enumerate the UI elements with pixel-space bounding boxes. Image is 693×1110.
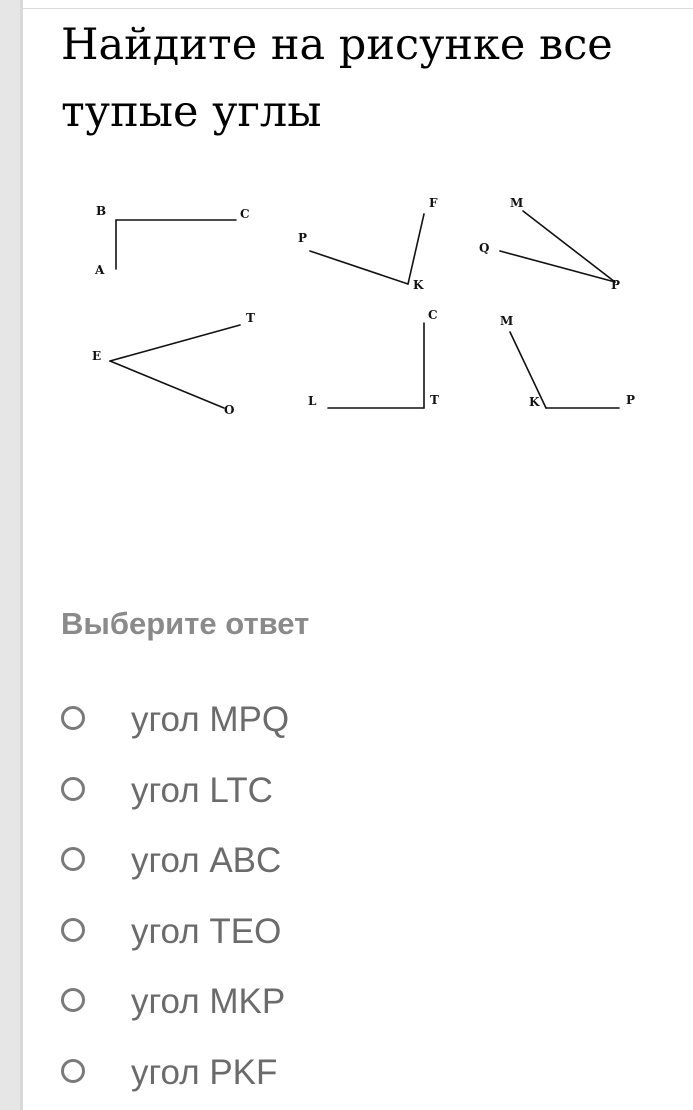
question-title: Найдите на рисунке все тупые углы <box>61 20 613 137</box>
option-label[interactable]: угол TEO <box>131 911 282 951</box>
label-c: C <box>428 308 438 322</box>
segment-mk <box>510 332 546 408</box>
option-label[interactable]: угол MPQ <box>131 700 290 739</box>
label-k: K <box>413 278 424 292</box>
radio-button[interactable] <box>61 706 85 730</box>
angle-mkp <box>500 314 635 409</box>
answer-option[interactable] <box>0 827 693 898</box>
radio-button[interactable] <box>61 777 85 801</box>
top-divider <box>20 8 693 9</box>
answer-prompt: Выберите ответ <box>61 606 310 641</box>
radio-button[interactable] <box>61 847 85 871</box>
radio-button[interactable] <box>61 988 85 1012</box>
option-label[interactable]: угол LTC <box>131 770 273 810</box>
segment-eo <box>110 361 224 408</box>
segment-qp <box>500 251 615 282</box>
segment-mp <box>523 211 615 282</box>
label-f: F <box>429 196 438 210</box>
angle-mpq <box>479 196 620 292</box>
answer-option[interactable] <box>0 1039 693 1110</box>
radio-button[interactable] <box>61 918 85 942</box>
answer-option[interactable] <box>0 686 693 757</box>
option-label[interactable]: угол ABC <box>131 841 282 881</box>
option-label[interactable]: угол MKP <box>131 982 286 1022</box>
answer-option[interactable] <box>0 898 693 969</box>
label-b: B <box>96 204 107 218</box>
angle-ltc <box>308 308 439 408</box>
label-l: L <box>308 394 317 408</box>
label-t: T <box>430 393 439 407</box>
angles-figure <box>70 180 670 440</box>
label-p: P <box>611 278 621 292</box>
angle-abc <box>94 204 250 277</box>
angle-pkf <box>298 196 438 292</box>
label-c: C <box>240 207 250 221</box>
label-k: K <box>529 395 540 409</box>
segment-et <box>110 325 240 361</box>
label-e: E <box>92 349 102 363</box>
option-label[interactable]: угол PKF <box>131 1052 278 1092</box>
label-o: O <box>224 403 235 417</box>
label-m: M <box>510 196 524 210</box>
label-t: T <box>246 311 255 325</box>
label-q: Q <box>479 241 490 255</box>
label-m: M <box>500 314 514 328</box>
segment-kf <box>408 214 424 284</box>
label-p: P <box>626 393 636 407</box>
answer-options <box>0 686 693 1110</box>
segment-pk <box>310 251 408 284</box>
answer-option[interactable] <box>0 968 693 1039</box>
angle-teo <box>92 311 255 417</box>
label-a: A <box>95 263 105 277</box>
label-p: P <box>298 231 308 245</box>
radio-button[interactable] <box>61 1059 85 1083</box>
answer-option[interactable] <box>0 757 693 828</box>
